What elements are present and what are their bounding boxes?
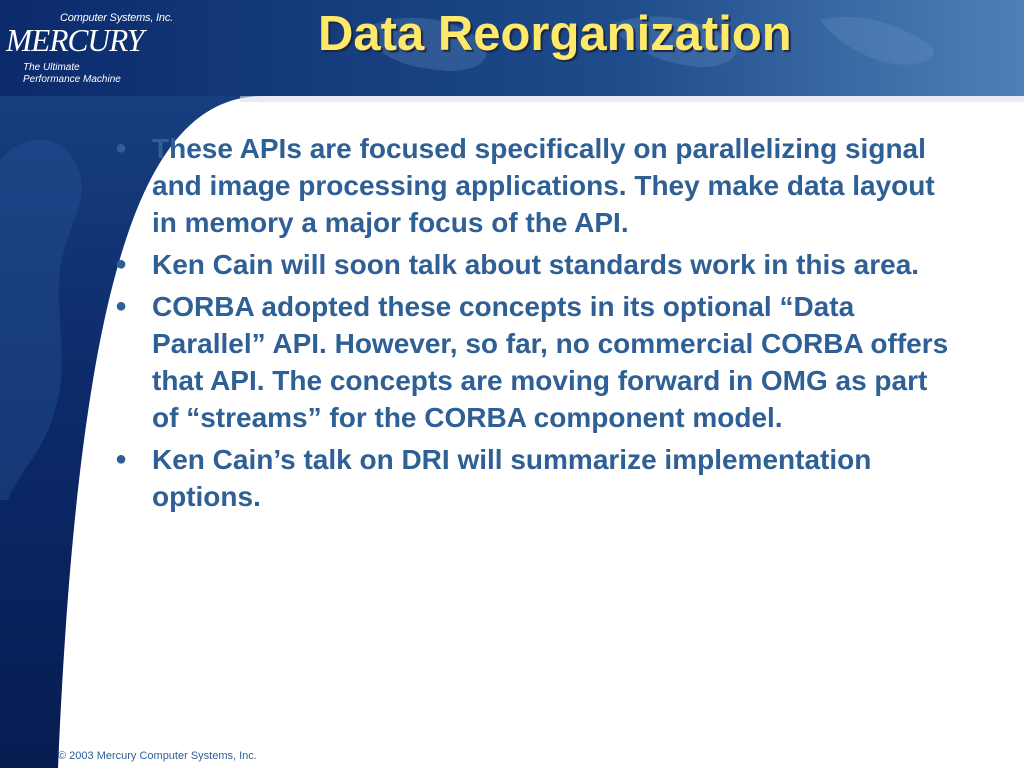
bullet-text: Ken Cain will soon talk about standards work in this area. <box>152 249 920 280</box>
bullet-item <box>112 246 952 283</box>
logo-wordmark: MERCURY <box>6 22 144 58</box>
bullet-item <box>112 288 952 436</box>
bullet-item <box>112 441 952 515</box>
bullet-dot-icon: ● <box>115 137 128 159</box>
mercury-logo <box>6 10 206 90</box>
bullet-text: CORBA adopted these concepts in its optional “Data Parallel” API. However, so far, no commercial CORBA offers that API. The concepts are moving forward in OMG as part of “streams” for the CORBA component model. <box>152 291 949 433</box>
logo-company-text: Computer Systems, Inc. <box>60 12 173 24</box>
bullet-text: These APIs are focused specifically on parallelizing signal and image processing applications. They make data layout in memory a major focus of the API. <box>152 133 935 238</box>
logo-tagline-line-1: The Ultimate <box>23 62 80 73</box>
footer-copyright: © 2003 Mercury Computer Systems, Inc. <box>58 750 257 762</box>
logo-tagline-line-2: Performance Machine <box>23 74 121 85</box>
bullet-list <box>112 130 952 520</box>
logo-tagline <box>23 62 121 86</box>
slide-title: Data Reorganization <box>318 7 792 61</box>
bullet-dot-icon: ● <box>115 448 128 470</box>
bullet-item <box>112 130 952 241</box>
bullet-text: Ken Cain’s talk on DRI will summarize implementation options. <box>152 444 872 512</box>
bullet-dot-icon: ● <box>115 253 128 275</box>
bullet-dot-icon: ● <box>115 295 128 317</box>
